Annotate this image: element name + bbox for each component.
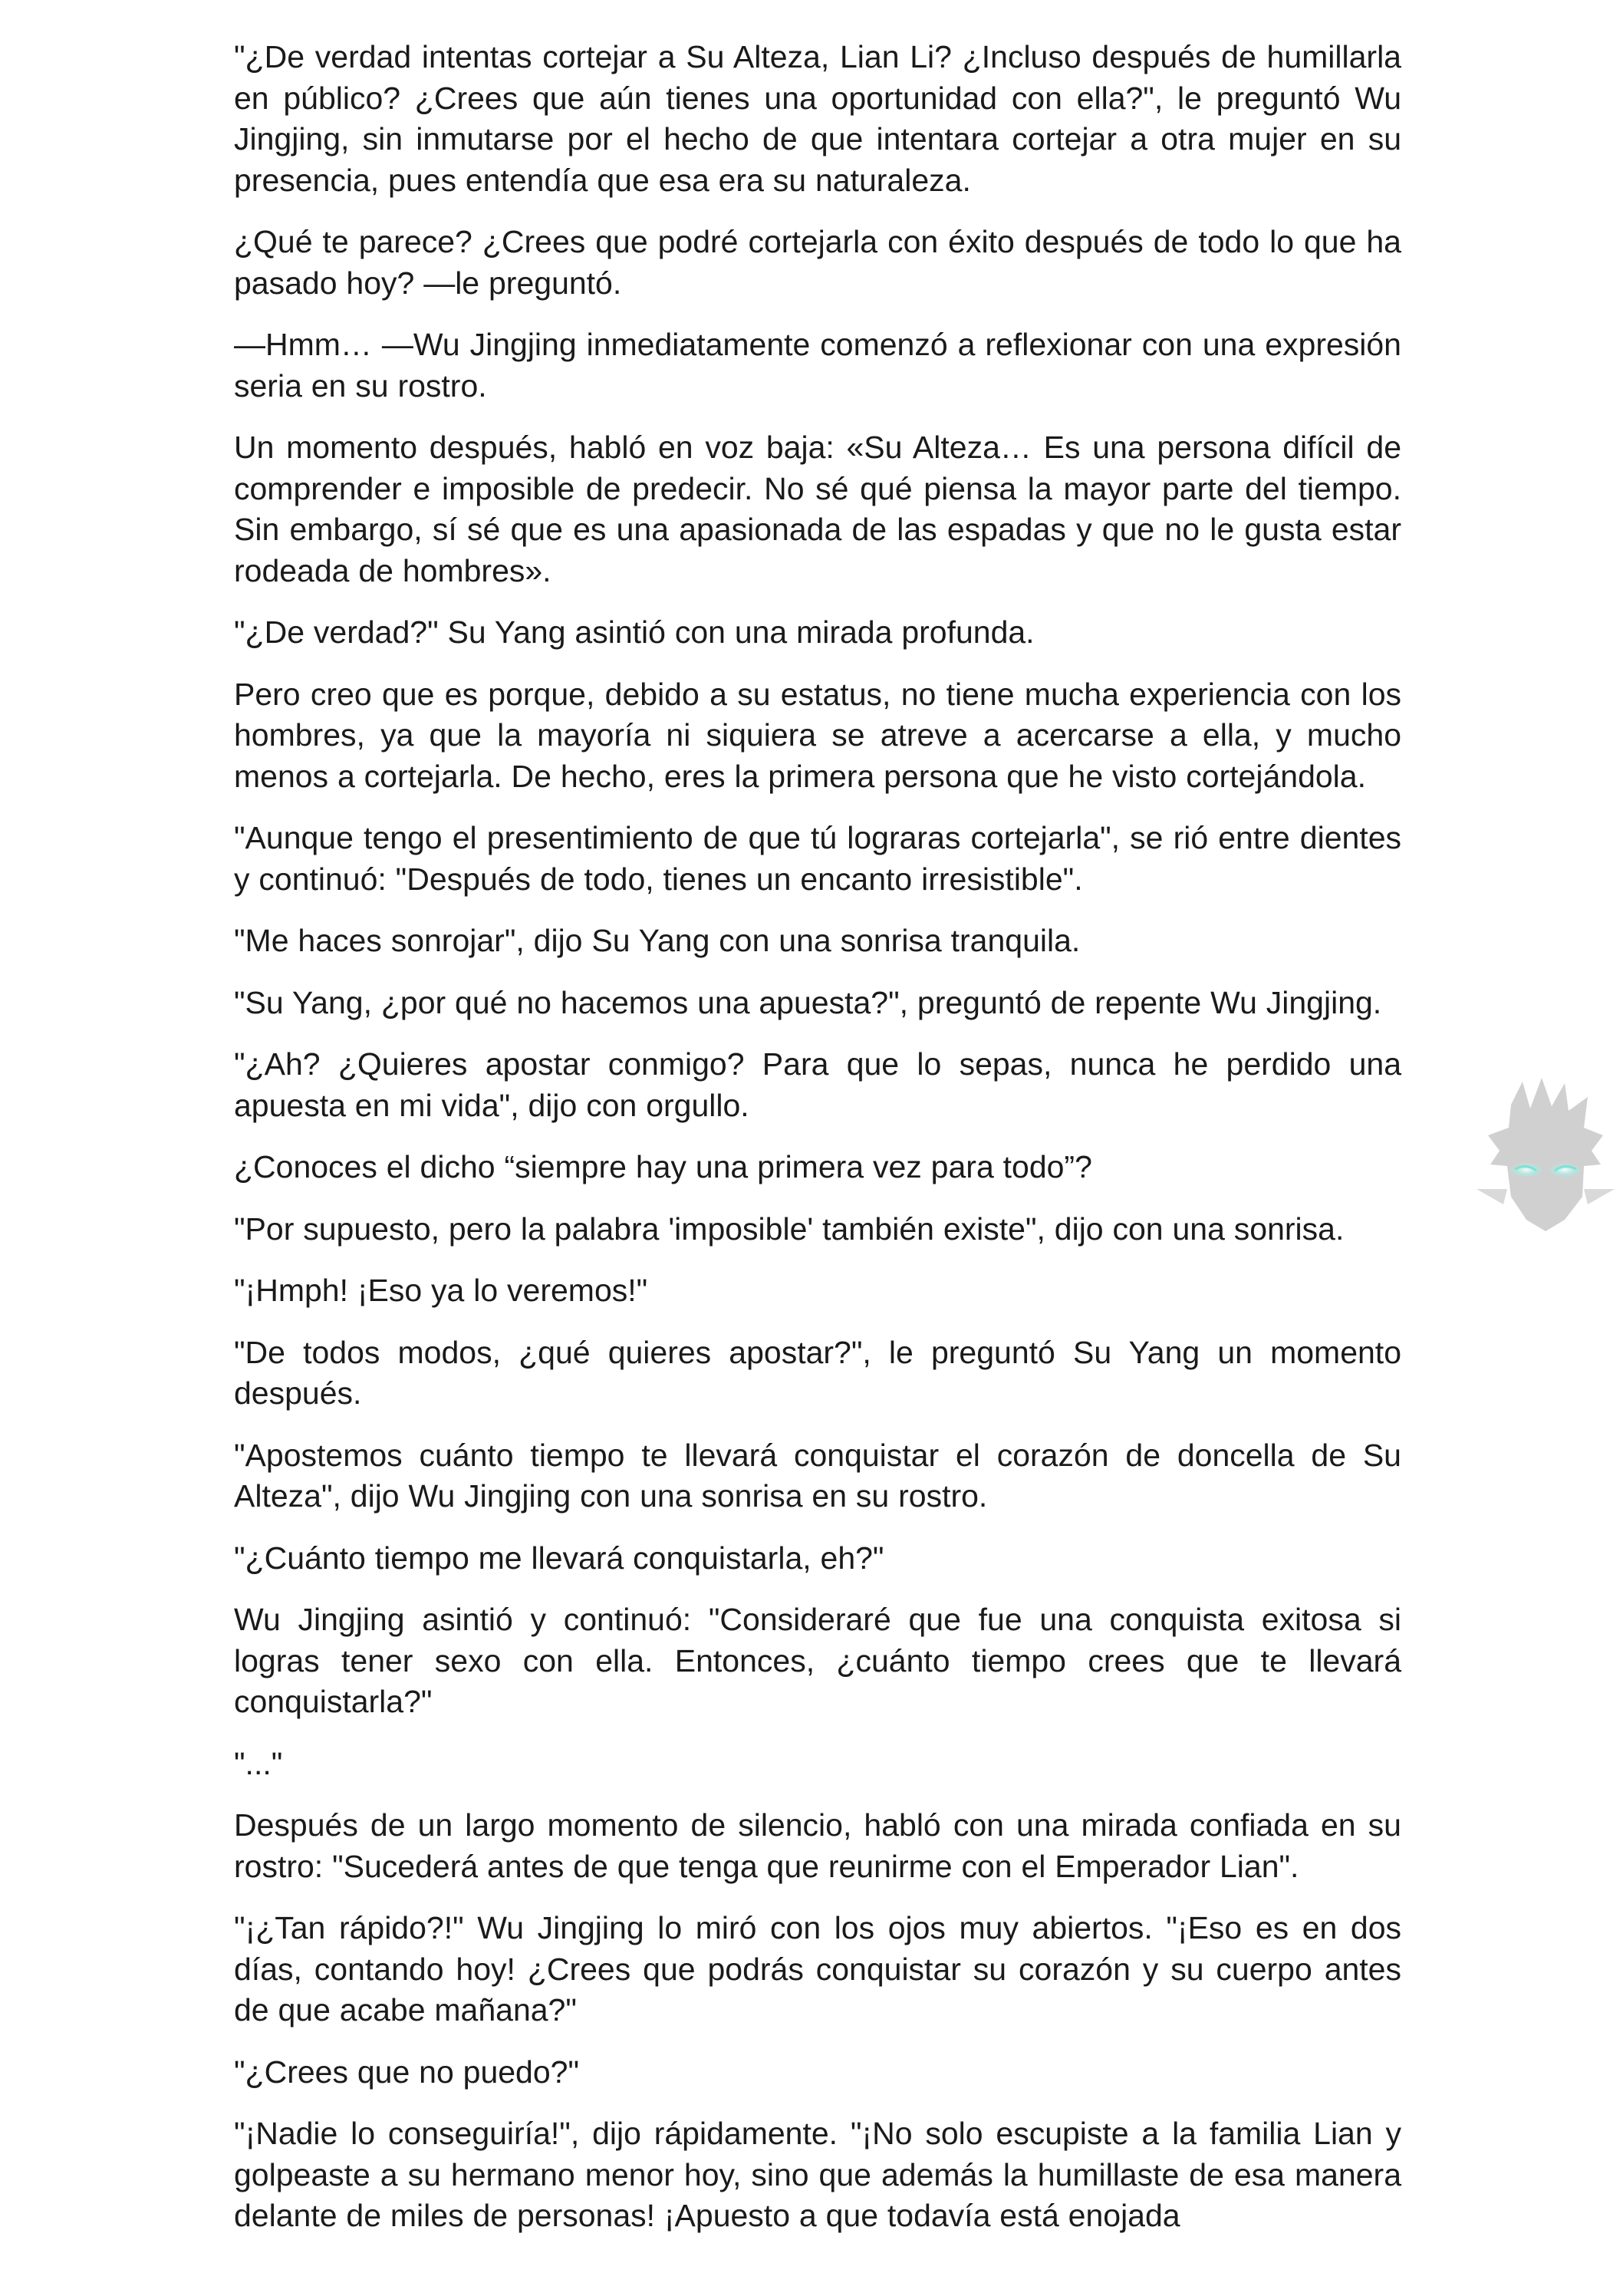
paragraph: "Por supuesto, pero la palabra 'imposible' también existe", dijo con una sonrisa.	[234, 1211, 1345, 1247]
paragraph: "Su Yang, ¿por qué no hacemos una apuesta?", preguntó de repente Wu Jingjing.	[234, 984, 1382, 1020]
paragraph: Wu Jingjing asintió y continuó: "Consideraré que fue una conquista exitosa si logras tener sexo con ella. Entonces, ¿cuánto tiempo crees que te llevará conquistarla?"	[234, 1602, 1401, 1719]
paragraph: "¡¿Tan rápido?!" Wu Jingjing lo miró con los ojos muy abiertos. "¡Eso es en dos días, contando hoy! ¿Crees que podrás conquistar su corazón y su cuerpo antes de que acabe mañana?"	[234, 1910, 1401, 2028]
paragraph: "¿Ah? ¿Quieres apostar conmigo? Para que lo sepas, nunca he perdido una apuesta en mi vida", dijo con orgullo.	[234, 1046, 1401, 1123]
paragraph: "¡Hmph! ¡Eso ya lo veremos!"	[234, 1273, 648, 1308]
document-body	[234, 37, 1401, 2258]
paragraph: ¿Qué te parece? ¿Crees que podré cortejarla con éxito después de todo lo que ha pasado hoy? —le preguntó.	[234, 224, 1401, 301]
paragraph: —Hmm… —Wu Jingjing inmediatamente comenzó a reflexionar con una expresión seria en su rostro.	[234, 327, 1401, 404]
paragraph: ¿Conoces el dicho “siempre hay una primera vez para todo”?	[234, 1149, 1092, 1184]
paragraph: "¿De verdad?" Su Yang asintió con una mirada profunda.	[234, 614, 1035, 650]
paragraph: "De todos modos, ¿qué quieres apostar?", le preguntó Su Yang un momento después.	[234, 1334, 1401, 1411]
paragraph: "¡Nadie lo conseguiría!", dijo rápidamente. "¡No solo escupiste a la familia Lian y golpeaste a su hermano menor hoy, sino que además la humillaste de esa manera delante de miles de personas! ¡Apuesto a que todavía está enojada	[234, 2116, 1401, 2233]
paragraph: "¿De verdad intentas cortejar a Su Alteza, Lian Li? ¿Incluso después de humillarla en público? ¿Crees que aún tienes una oportunidad con ella?", le preguntó Wu Jingjing, sin inmutarse por el hecho de que intentara cortejar a otra mujer en su presencia, pues entendía que esa era su naturaleza.	[234, 39, 1401, 198]
paragraph: "Aunque tengo el presentimiento de que tú lograras cortejarla", se rió entre dientes y continuó: "Después de todo, tienes un encanto irresistible".	[234, 820, 1401, 897]
paragraph: "Me haces sonrojar", dijo Su Yang con una sonrisa tranquila.	[234, 923, 1081, 958]
paragraph: Un momento después, habló en voz baja: «Su Alteza… Es una persona difícil de comprender e imposible de predecir. No sé qué piensa la mayor parte del tiempo. Sin embargo, sí sé que es una apasionada de las espadas y que no le gusta estar rodeada de hombres».	[234, 430, 1401, 588]
paragraph: "..."	[234, 1745, 283, 1781]
paragraph: Después de un largo momento de silencio, habló con una mirada confiada en su rostro: "Sucederá antes de que tenga que reunirme con el Emperador Lian".	[234, 1807, 1401, 1884]
demon-head-watermark-icon	[1469, 1074, 1622, 1250]
paragraph: Pero creo que es porque, debido a su estatus, no tiene mucha experiencia con los hombres, ya que la mayoría ni siquiera se atreve a acercarse a ella, y mucho menos a cortejarla. De hecho, eres la primera persona que he visto cortejándola.	[234, 676, 1401, 794]
paragraph: "¿Crees que no puedo?"	[234, 2054, 580, 2090]
paragraph: "¿Cuánto tiempo me llevará conquistarla, eh?"	[234, 1540, 884, 1576]
paragraph: "Apostemos cuánto tiempo te llevará conquistar el corazón de doncella de Su Alteza", dijo Wu Jingjing con una sonrisa en su rostro.	[234, 1437, 1401, 1514]
